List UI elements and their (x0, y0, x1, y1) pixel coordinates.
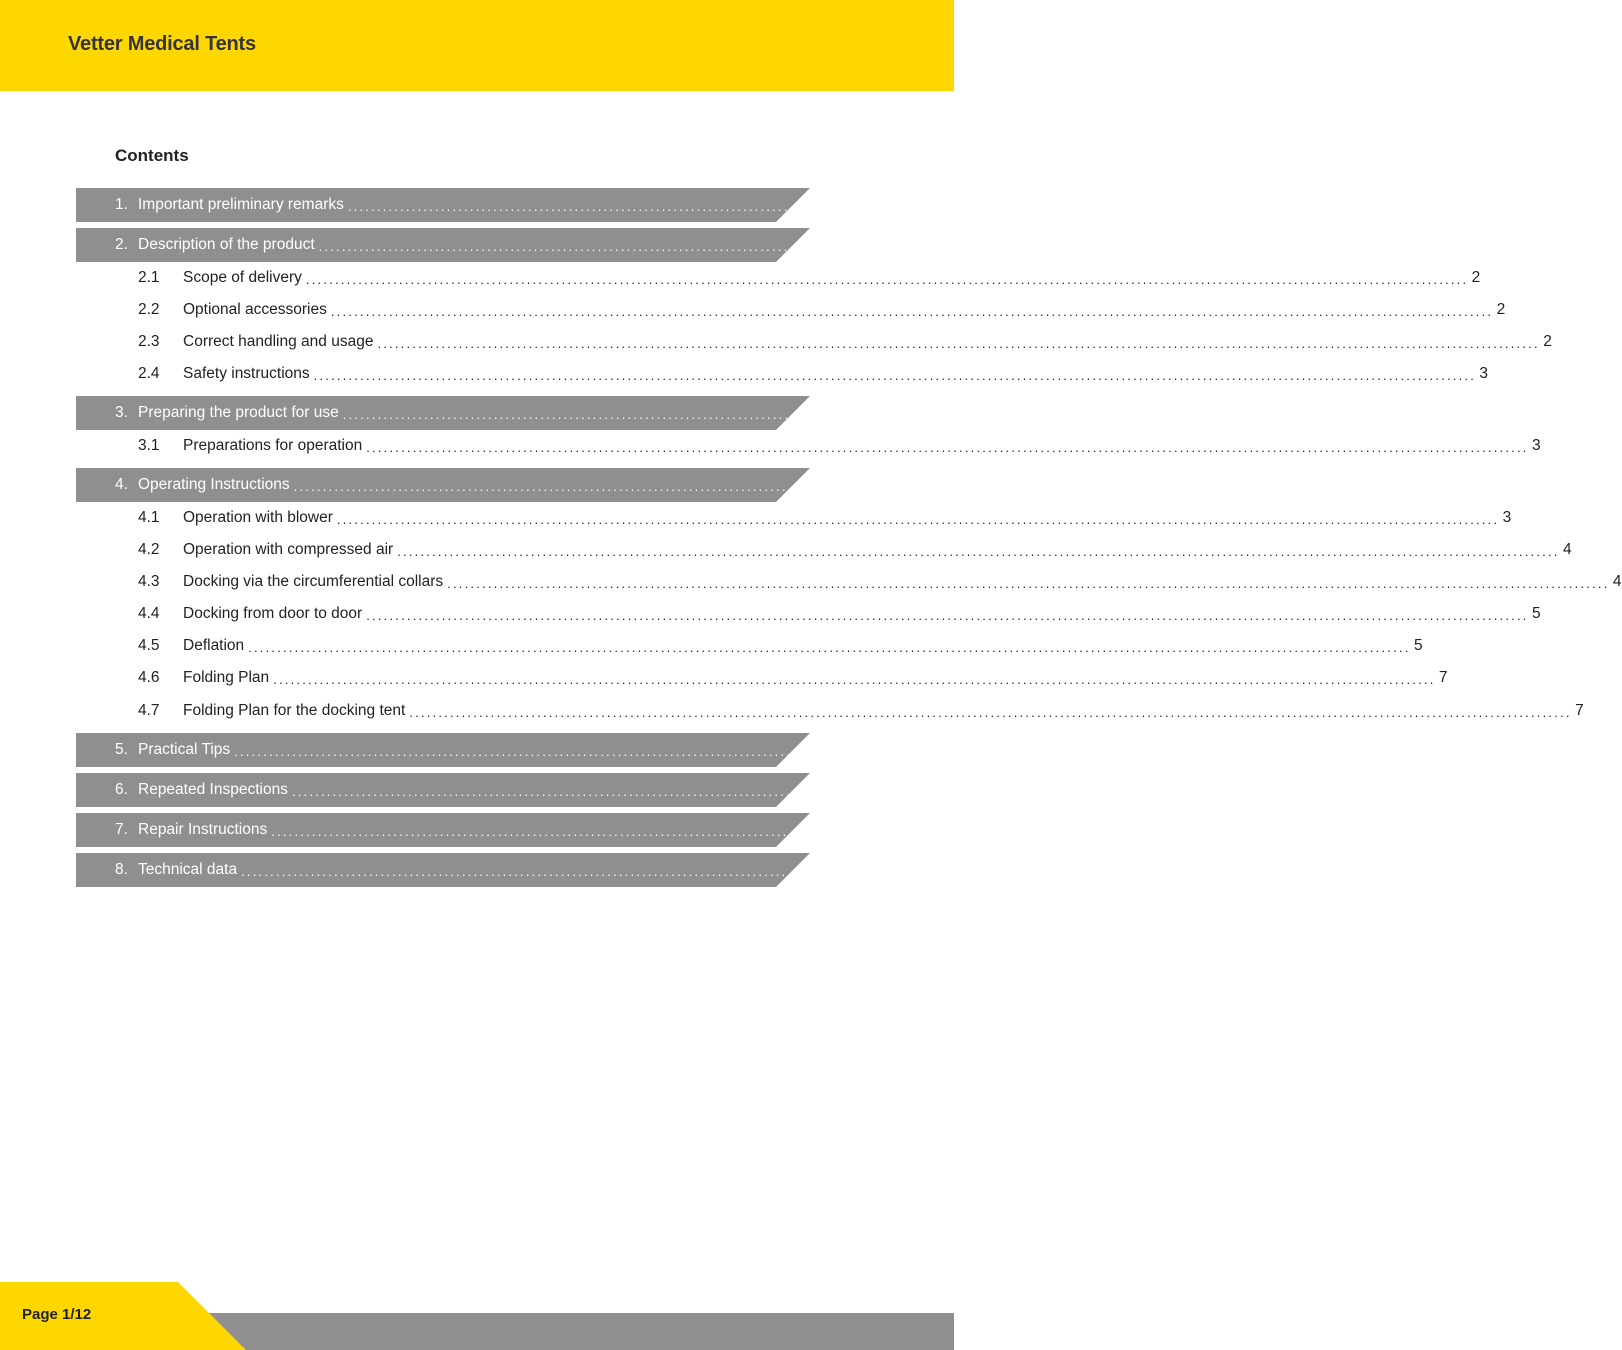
toc-subsection-row[interactable] (76, 661, 1448, 695)
toc-entry-number: 4.7 (138, 702, 160, 719)
toc-dot-leader: ........................................................................................................................................................................................................ (248, 639, 1411, 655)
toc-dot-leader: ........................................................................................................................................................................................................ (342, 406, 1506, 422)
toc-dot-leader: ........................................................................................................................................................................................................ (447, 575, 1610, 591)
toc-entry (76, 228, 1493, 262)
toc-dot-leader: ........................................................................................................................................................................................................ (273, 671, 1436, 687)
toc-entry-title: Optional accessories (183, 301, 327, 318)
toc-entry-page: 5 (1413, 637, 1423, 654)
toc-dot-leader: ........................................................................................................................................................................................................ (313, 367, 1477, 383)
toc-entry-page: 4 (1562, 541, 1572, 558)
toc-dot-leader: ........................................................................................................................................................................................................ (293, 478, 1457, 494)
toc-entry (76, 694, 1584, 728)
toc-entry-title: Folding Plan for the docking tent (183, 702, 406, 719)
toc-entry (76, 661, 1448, 695)
toc-entry-number: 8. (115, 861, 128, 878)
toc-dot-leader: ........................................................................................................................................................................................................ (318, 238, 1481, 254)
toc-entry-page: 3 (1531, 437, 1541, 454)
toc-entry-title: Repeated Inspections (138, 781, 288, 798)
toc-entry-number: 4.5 (138, 637, 160, 654)
toc-entry-title: Important preliminary remarks (138, 196, 344, 213)
toc-subsection-row[interactable] (76, 429, 1541, 463)
toc-entry-page: 7 (1575, 702, 1584, 719)
toc-subsection-row[interactable] (76, 629, 1423, 663)
toc-subsection-row[interactable] (76, 694, 1584, 728)
toc-entry (76, 396, 1518, 430)
toc-entry-title: Description of the product (138, 236, 315, 253)
toc-entry (76, 597, 1541, 631)
toc-dot-leader: ........................................................................................................................................................................................................ (241, 863, 1404, 879)
toc-entry-page: 10 (1435, 821, 1453, 838)
toc-entry (76, 773, 1467, 807)
toc-subsection-row[interactable] (76, 533, 1572, 567)
toc-entry-page: 9 (1399, 741, 1409, 758)
toc-entry-number: 4.3 (138, 573, 160, 590)
toc-entry-title: Preparations for operation (183, 437, 363, 454)
toc-entry (76, 853, 1423, 887)
toc-entry-page: 7 (1438, 669, 1448, 686)
toc-section-row[interactable] (76, 228, 1493, 262)
toc-entry-page: 4 (1612, 573, 1622, 590)
toc-dot-leader: ........................................................................................................................................................................................................ (366, 439, 1529, 455)
toc-entry (76, 293, 1506, 327)
page-number: Page 1/12 (22, 1306, 92, 1323)
toc-entry-page: 3 (1502, 509, 1512, 526)
toc-entry-page: 3 (1508, 404, 1518, 421)
toc-subsection-row[interactable] (76, 357, 1489, 391)
toc-entry-page: 3 (1459, 476, 1469, 493)
contents-heading: Contents (115, 146, 189, 165)
toc-entry-page: 5 (1531, 605, 1541, 622)
toc-entry-number: 2. (115, 236, 128, 253)
toc-dot-leader: ........................................................................................................................................................................................................ (347, 198, 1511, 214)
toc-entry-title: Repair Instructions (138, 821, 268, 838)
toc-section-row[interactable] (76, 396, 1518, 430)
toc-entry-page: 9 (1457, 781, 1467, 798)
toc-entry-title: Preparing the product for use (138, 404, 339, 421)
toc-entry-page: 2 (1471, 269, 1481, 286)
toc-entry-number: 2.3 (138, 333, 160, 350)
toc-entry (76, 429, 1541, 463)
toc-entry (76, 733, 1409, 767)
toc-subsection-row[interactable] (76, 293, 1506, 327)
toc-section-row[interactable] (76, 733, 1409, 767)
toc-entry-number: 3. (115, 404, 128, 421)
toc-subsection-row[interactable] (76, 261, 1481, 295)
toc-entry-number: 3.1 (138, 437, 160, 454)
toc-entry-title: Deflation (183, 637, 245, 654)
toc-entry-page: 2 (1484, 236, 1493, 253)
toc-dot-leader: ........................................................................................................................................................................................................ (271, 823, 1434, 839)
toc-dot-leader: ........................................................................................................................................................................................................ (336, 511, 1500, 527)
brand-title: Vetter Medical Tents (68, 33, 256, 55)
toc-entry-page: 3 (1479, 365, 1489, 382)
toc-section-row[interactable] (76, 773, 1467, 807)
toc-section-row[interactable] (76, 813, 1453, 847)
toc-entry-number: 6. (115, 781, 128, 798)
toc-entry-number: 7. (115, 821, 128, 838)
toc-entry-title: Docking from door to door (183, 605, 363, 622)
toc-subsection-row[interactable] (76, 565, 1622, 599)
toc-section-row[interactable] (76, 468, 1469, 502)
toc-entry-page: 10 (1405, 861, 1423, 878)
toc-dot-leader: ........................................................................................................................................................................................................ (330, 303, 1494, 319)
toc-entry-title: Folding Plan (183, 669, 270, 686)
toc-entry-number: 4.2 (138, 541, 160, 558)
toc-entry-title: Operating Instructions (138, 476, 290, 493)
toc-entry-number: 2.4 (138, 365, 160, 382)
toc-entry-number: 5. (115, 741, 128, 758)
toc-dot-leader: ........................................................................................................................................................................................................ (366, 607, 1529, 623)
toc-entry-title: Operation with compressed air (183, 541, 394, 558)
toc-entry (76, 468, 1469, 502)
toc-entry (76, 357, 1489, 391)
toc-entry-number: 4.6 (138, 669, 160, 686)
toc-subsection-row[interactable] (76, 597, 1541, 631)
toc-entry-title: Safety instructions (183, 365, 310, 382)
toc-dot-leader: ........................................................................................................................................................................................................ (234, 743, 1397, 759)
toc-entry (76, 813, 1453, 847)
toc-entry (76, 565, 1622, 599)
toc-dot-leader: ........................................................................................................................................................................................................ (397, 543, 1560, 559)
toc-section-row[interactable] (76, 188, 1523, 222)
toc-entry (76, 533, 1572, 567)
toc-entry-number: 1. (115, 196, 128, 213)
toc-entry-title: Correct handling and usage (183, 333, 374, 350)
toc-entry (76, 501, 1512, 535)
toc-entry-page: 2 (1543, 333, 1552, 350)
toc-entry-title: Operation with blower (183, 509, 333, 526)
toc-entry-number: 4.1 (138, 509, 160, 526)
toc-dot-leader: ........................................................................................................................................................................................................ (305, 271, 1469, 287)
toc-subsection-row[interactable] (76, 501, 1512, 535)
toc-entry-number: 2.1 (138, 269, 160, 286)
toc-entry (76, 325, 1552, 359)
toc-entry (76, 188, 1523, 222)
toc-entry (76, 261, 1481, 295)
toc-entry-page: 2 (1513, 196, 1523, 213)
toc-entry-title: Practical Tips (138, 741, 231, 758)
toc-entry-title: Docking via the circumferential collars (183, 573, 444, 590)
toc-subsection-row[interactable] (76, 325, 1552, 359)
toc-section-row[interactable] (76, 853, 1423, 887)
toc-dot-leader: ........................................................................................................................................................................................................ (377, 335, 1540, 351)
toc-entry-number: 2.2 (138, 301, 160, 318)
toc-entry-title: Scope of delivery (183, 269, 302, 286)
toc-entry (76, 629, 1423, 663)
toc-dot-leader: ........................................................................................................................................................................................................ (291, 783, 1455, 799)
toc-entry-number: 4.4 (138, 605, 160, 622)
toc-entry-title: Technical data (138, 861, 238, 878)
toc-dot-leader: ........................................................................................................................................................................................................ (409, 704, 1572, 720)
toc-entry-page: 2 (1496, 301, 1506, 318)
toc-entry-number: 4. (115, 476, 128, 493)
